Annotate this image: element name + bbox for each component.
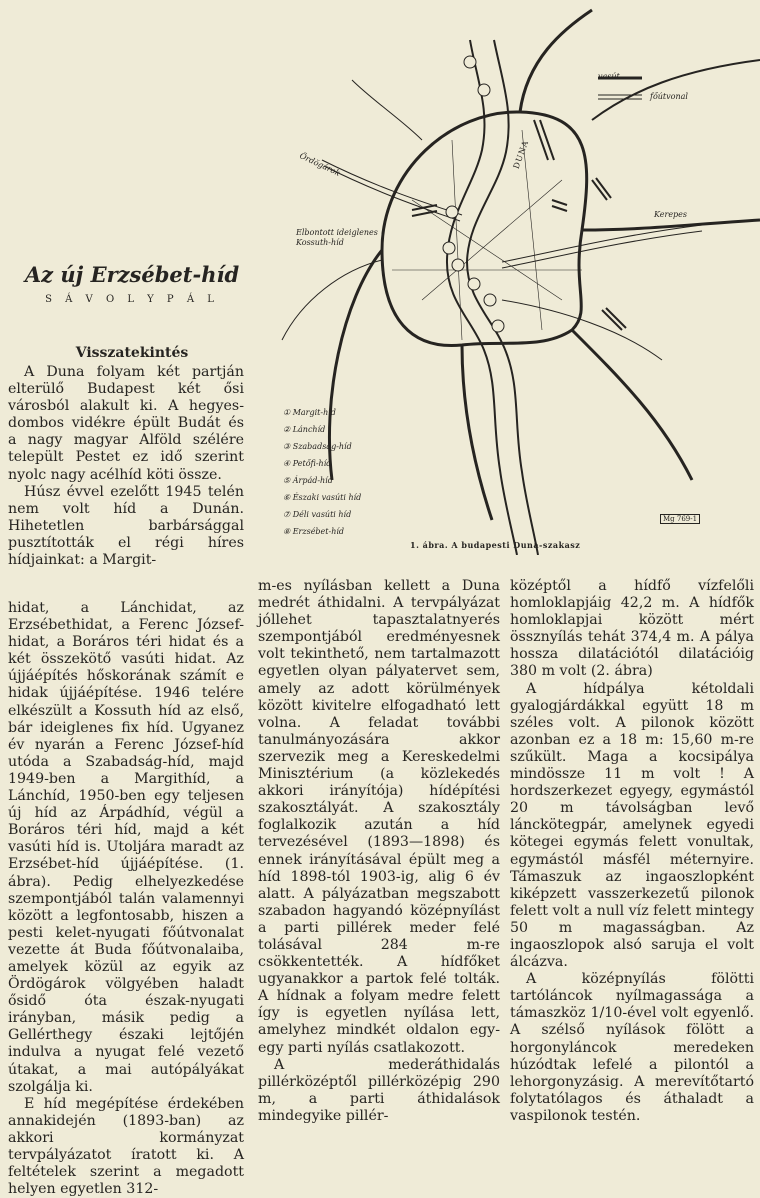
article-title: Az új Erzsébet-híd: [24, 262, 240, 287]
paragraph: E híd megépítése érdekében annakidején (1893-ban) az akkori kormányzat tervpályázatot íratott ki. A feltételek szerint a megadott helyen egyetlen 312-: [8, 1095, 244, 1198]
legend-vasut-label: vasút: [598, 72, 620, 81]
legend-item: ⑥ Északi vasúti híd: [283, 493, 362, 502]
legend-item: ⑤ Árpád-híd: [283, 476, 333, 485]
article-author: S Á V O L Y P Á L: [45, 294, 219, 305]
legend-item: ③ Szabadság-híd: [283, 442, 352, 451]
elbontott-label: Elbontott ideiglenes Kossuth-híd: [296, 228, 378, 247]
paragraph: A Duna folyam két partján elterülő Budapest két ősi városból alakult ki. A hegyes-dombos vidékre épült Budát és a nagy magyar Alföld szélére települt Pestet ez idő szerint nyolc nagy acélhíd köti össze.: [8, 364, 244, 483]
legend-item: ① Margit-híd: [283, 408, 336, 417]
column-1-upper: [8, 364, 244, 569]
paragraph: középtől a hídfő vízfelőli homloklapjáig 42,2 m. A hídfők homloklapjai között mért össznyílás tehát 374,4 m. A pálya hossza dilatációtól dilatációig 380 m volt (2. ábra): [510, 578, 754, 680]
map-reference: Mg 769-1: [660, 514, 700, 524]
title-block: [14, 262, 250, 305]
bridge-legend: [283, 404, 361, 540]
legend-item: ② Lánchíd: [283, 425, 326, 434]
ordogarok-label: Ördögárok: [298, 151, 342, 178]
column-1-lower: [8, 600, 244, 1198]
paragraph: A hídpálya kétoldali gyalogjárdákkal együtt 18 m széles volt. A pilonok között azonban ez a 18 m: 15,60 m-re szűkült. Maga a kocsipálya mindössze 11 m volt ! A hordszerkezet egyegy, egymástól 20 m távolságban levő lánckötegpár, amelynek egyedi kötegei egymás felett vonultak, egymástól másfél méternyire. Támaszuk az ingaoszlopként kiképzett vasszerkezetű pilonok felett volt a null víz felett mintegy 50 m magasságban. Az ingaoszlopok alsó saruja el volt álcázva.: [510, 680, 754, 971]
legend-item: ⑦ Déli vasúti híd: [283, 510, 352, 519]
column-2: [258, 578, 500, 1125]
paragraph: Húsz évvel ezelőtt 1945 telén nem volt híd a Dunán. Hihetetlen barbársággal pusztították el régi híres hídjainkat: a Margit-: [8, 483, 244, 569]
legend-item: ⑧ Erzsébet-híd: [283, 527, 345, 536]
legend-foutvonal-label: főútvonal: [650, 92, 688, 101]
section-heading: Visszatekintés: [75, 345, 189, 361]
legend-item: ④ Petőfi-híd: [283, 459, 332, 468]
paragraph: m-es nyílásban kellett a Duna medrét áthidalni. A tervpályázat jóllehet tapasztalatnyerés szempontjából eredményesnek volt tekinthető, nem tartalmazott egyetlen olyan pályatervet sem, amely az adott körülmények között kivitelre elfogadható lett volna. A feladat további tanulmányozására akkor szervezik meg a Kereskedelmi Minisztérium (a közlekedés akkori irányítója) hídépítési szakosztályát. A szakosztály foglalkozik azután a híd tervezésével (1893—1898) és ennek irányításával épült meg a híd 1898-tól 1903-ig, alig 6 év alatt. A pályázatban megszabott szabadon hagyandó középnyílást a parti pillérek meder felé tolásával 284 m-re csökkentették. A hídfőket ugyanakkor a partok felé tolták. A hídnak a folyam medre felett így is egyetlen nyílása lett, amelyhez mindkét oldalon egy-egy parti nyílás csatlakozott.: [258, 578, 500, 1056]
column-3: [510, 578, 754, 1125]
kerepes-label: Kerepes: [654, 210, 688, 219]
danube-label: DUNA: [511, 138, 531, 171]
figure-caption: 1. ábra. A budapesti Duna-szakasz: [410, 540, 581, 550]
paragraph: A mederáthidalás pillérközéptől pillérközépig 290 m, a parti áthidalások mindegyike pillér-: [258, 1056, 500, 1124]
paragraph: A középnyílás fölötti tartóláncok nyílmagassága a támaszköz 1/10-ével volt egyenlő. A szélső nyílások fölött a horgonyláncok meredeken húzódtak lefelé a pilontól a lehorgonyzásig. A merevítőtartó folytatólagos és áthaladt a vaspilonok testén.: [510, 971, 754, 1124]
paragraph: hidat, a Lánchidat, az Erzsébethidat, a Ferenc József-hidat, a Boráros téri hidat és a két összekötő vasúti hidat. Az újjáépítés hőskorának számít e hidak újjáépítése. 1946 telére elkészült a Kossuth híd az első, bár ideiglenes fix híd. Ugyanez év nyarán a Ferenc József-híd utóda a Szabadság-híd, majd 1949-ben a Margithíd, a Lánchíd, 1950-ben egy teljesen új híd az Árpádhíd, végül a Boráros téri híd, majd a két vasúti híd is. Utoljára maradt az Erzsébet-híd újjáépítése. (1. ábra). Pedig elhelyezkedése szempontjából talán valamennyi között a legfontosabb, hiszen a pesti kelet-nyugati főútvonalat vezette át Buda főútvonalaiba, amelyek közül az egyik az Ördögárok völgyében haladt ősidő óta észak-nyugati irányban, másik pedig a Gellérthegy északi lejtőjén indulva a nyugat felé vezető útakat, a mai autópályákat szolgálja ki.: [8, 600, 244, 1095]
